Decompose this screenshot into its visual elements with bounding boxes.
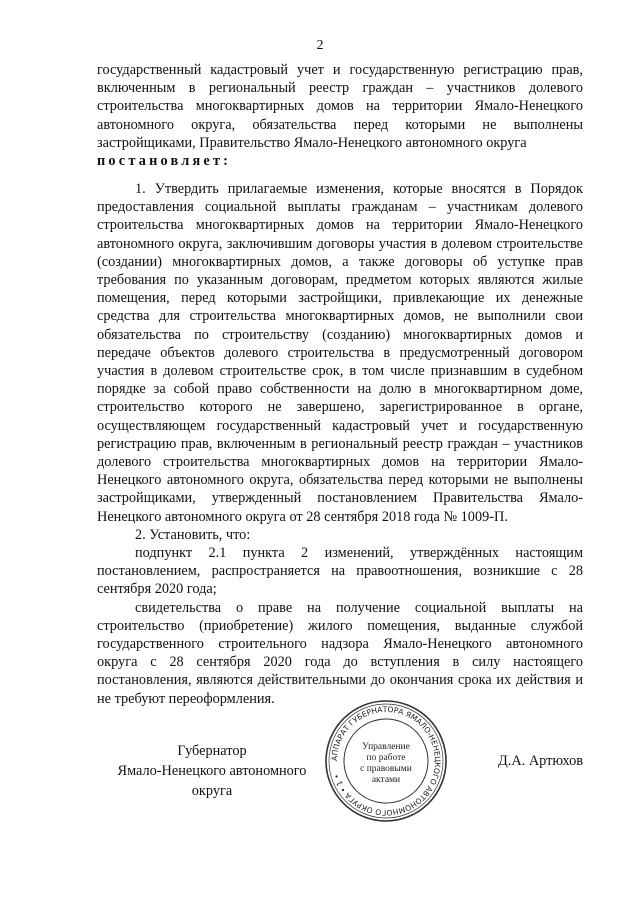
stamp-inner-text (353, 742, 419, 786)
official-stamp (323, 698, 449, 824)
resolve-word: постановляет: (97, 153, 232, 170)
paragraph-1: 1. Утвердить прилагаемые изменения, которые вносятся в Порядок предоставления социальной выплаты гражданам – участникам долевого строительства многоквартирных домов на территории Ямало-Ненецкого автономного округа, заключившим договоры участия в долевом строительстве (создании) многоквартирных домов, а также договоры об уступке прав требования по указанным договорам, предметом которых являются жилые помещения, перед которыми застройщики, привлекающие их денежные средства для строительства многоквартирных домов, не выполнили свои обязательства по строительству (созданию) многоквартирных домов и передаче объектов долевого строительства в предусмотренный договором участия в долевом строительстве срок, в том числе признавшим в судебном порядке за собой право собственности на долю в многоквартирном доме, строительство которого не завершено, зарегистрированное в органе, осуществляющем государственный кадастровый учет и государственную регистрацию прав, включенным в региональный реестр граждан – участников долевого строительства многоквартирных домов на территории Ямало-Ненецкого автономного округа, обязательства перед которыми не выполнены застройщиками, утвержденный постановлением Правительства Ямало-Ненецкого автономного округа от 28 сентября 2018 года № 1009-П. (97, 181, 583, 525)
page-number: 2 (316, 38, 324, 53)
stamp-ring-text: АППАРАТ ГУБЕРНАТОРА ЯМАЛО-НЕНЕЦКОГО АВТОНОМНОГО ОКРУГА • 1 • (329, 704, 443, 818)
paragraph-3: подпункт 2.1 пункта 2 изменений, утверждённых настоящим постановлением, распространяется на правоотношения, возникшие с 28 сентября 2020 года; (97, 545, 583, 598)
stamp-line-2: по работе (366, 753, 406, 763)
position-line-2: Ямало-Ненецкого автономного округа (117, 763, 307, 799)
intro-block (97, 61, 583, 170)
paragraph-2: 2. Установить, что: (135, 526, 251, 543)
position-line-1: Губернатор (177, 743, 247, 759)
signatory-name: Д.А. Артюхов (498, 753, 583, 769)
body-block (97, 180, 583, 708)
signatory-position (97, 741, 327, 801)
paragraph-4: свидетельства о праве на получение социальной выплаты на строительство (приобретение) жилого помещения, выданные службой государственного строительного надзора Ямало-Ненецкого автономного округа с 28 сентября 2020 года до вступления в силу настоящего постановления, являются действительными до окончания срока их действия и не требуют переоформления. (97, 599, 583, 707)
intro-text: государственный кадастровый учет и государственную регистрацию прав, включенным в региональный реестр граждан – участников долевого строительства многоквартирных домов на территории Ямало-Ненецкого автономного округа, обязательства перед которыми не выполнены застройщиками, Правительство Ямало-Ненецкого автономного округа (97, 62, 583, 151)
stamp-line-4: актами (371, 775, 401, 785)
stamp-line-1: Управление (362, 742, 410, 752)
stamp-line-3: с правовыми (360, 764, 412, 774)
